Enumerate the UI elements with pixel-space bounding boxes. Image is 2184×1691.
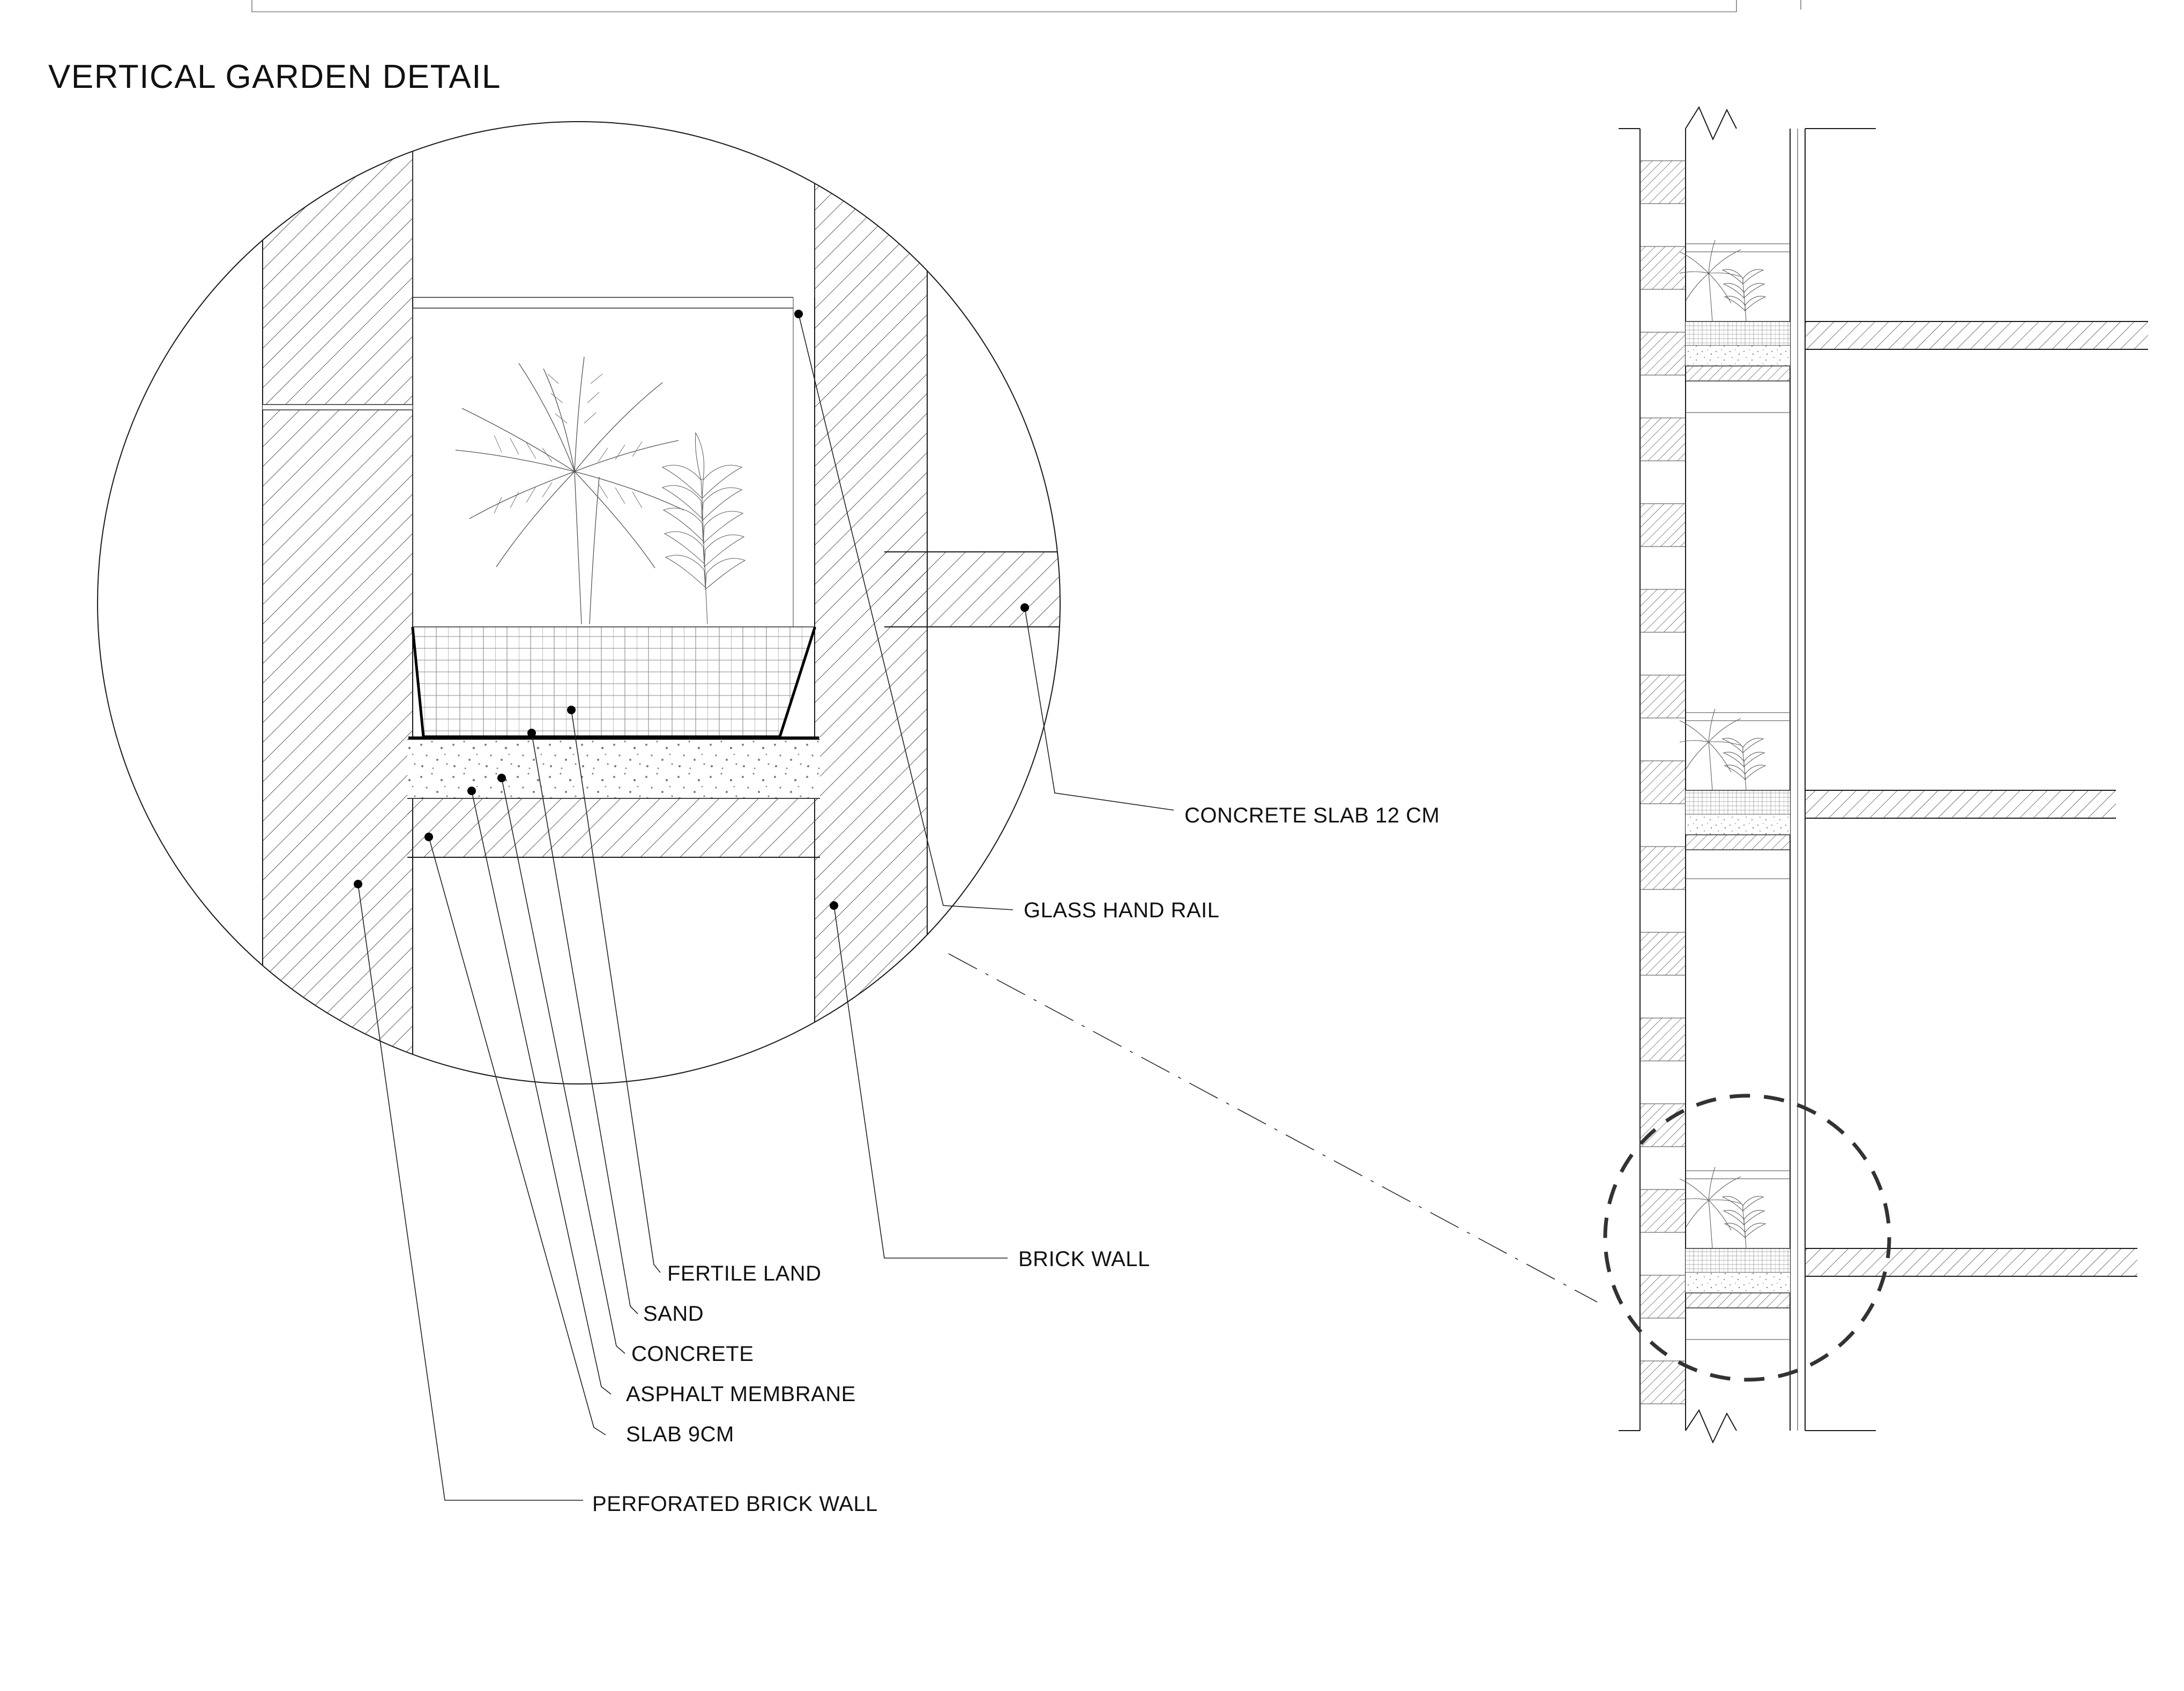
callout-brick-wall: BRICK WALL xyxy=(1018,1247,1150,1271)
callout-concrete-slab: CONCRETE SLAB 12 CM xyxy=(1184,804,1440,827)
facade-section-drawing xyxy=(1605,107,2148,1442)
callout-perforated-brick-wall: PERFORATED BRICK WALL xyxy=(592,1492,878,1516)
callout-sand: SAND xyxy=(643,1302,704,1326)
section-plant-level-3 xyxy=(1680,1167,1765,1248)
plant-palm-illustration xyxy=(456,357,684,624)
callout-asphalt-membrane: ASPHALT MEMBRANE xyxy=(626,1382,856,1406)
section-plant-level-1 xyxy=(1680,240,1765,321)
callout-slab-9cm: SLAB 9CM xyxy=(626,1423,734,1446)
detail-circle-outline xyxy=(98,122,1060,1084)
section-plant-level-2 xyxy=(1680,709,1765,790)
detail-enlargement-content xyxy=(263,123,1227,1141)
page-title: VERTICAL GARDEN DETAIL xyxy=(48,58,501,95)
callout-concrete: CONCRETE xyxy=(631,1342,754,1366)
section-detail-highlight-circle xyxy=(1605,1096,1889,1380)
plant-shrub-illustration xyxy=(662,433,745,624)
callout-fertile-land: FERTILE LAND xyxy=(667,1262,822,1285)
callout-glass-hand-rail: GLASS HAND RAIL xyxy=(1024,899,1220,922)
